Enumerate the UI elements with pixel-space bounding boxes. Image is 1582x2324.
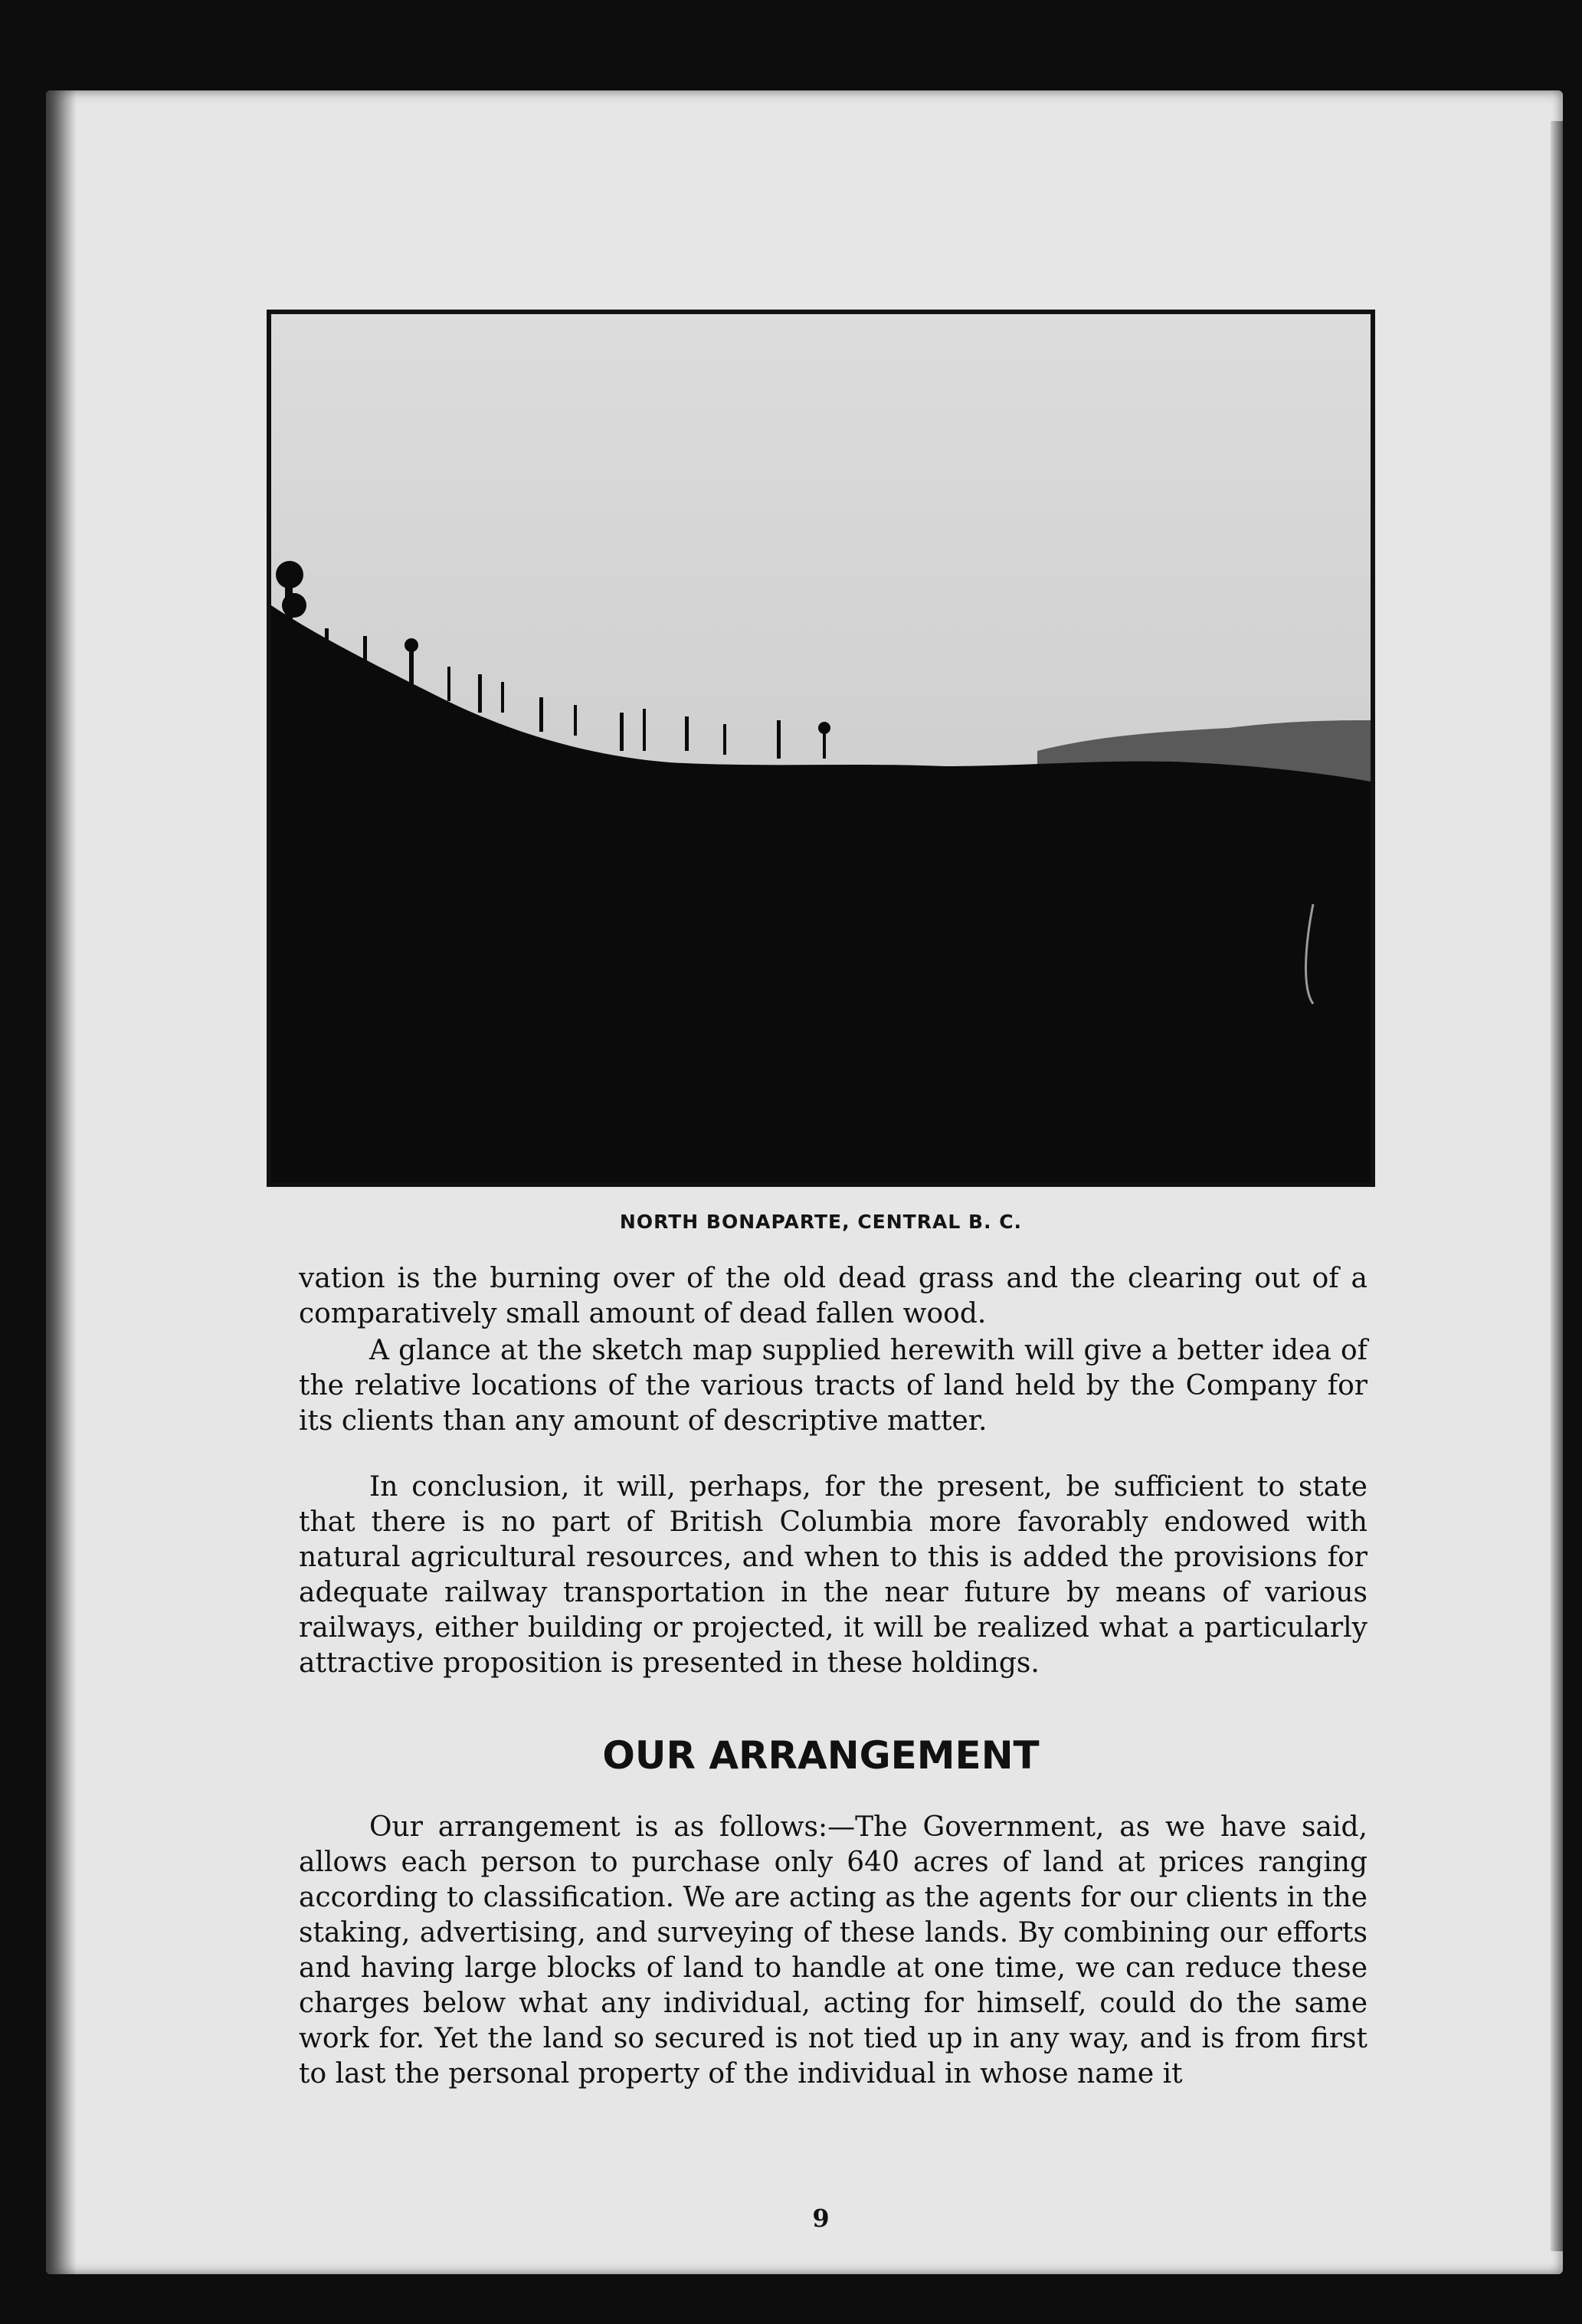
- landscape-photo: [267, 310, 1375, 1187]
- section-heading: OUR ARRANGEMENT: [602, 1733, 1040, 1778]
- paragraph-continuation: vation is the burning over of the old dead grass and the clearing out of a comparatively small amount of dead fallen wood.: [299, 1263, 1367, 1329]
- paragraph-sketch-map: A glance at the sketch map supplied herewith will give a better idea of the relative locations of the various tracts of land held by the Company for its clients than any amount of descriptive matter.: [299, 1335, 1367, 1437]
- photo-caption: NORTH BONAPARTE, CENTRAL B. C.: [619, 1211, 1023, 1233]
- scanned-page: [46, 90, 1563, 2274]
- binding-shadow: [46, 90, 77, 2274]
- paragraph-arrangement: Our arrangement is as follows:—The Government, as we have said, allows each person to purchase only 640 acres of land at prices ranging according to classification. We are acting as the agents for our clients in the staking, advertising, and surveying of these lands. By combining our efforts and having large blocks of land to handle at one time, we can reduce these charges below what any individual, acting for himself, could do the same work for. Yet the land so secured is not tied up in any way, and is from first to last the personal property of the individual in whose name it: [299, 1811, 1367, 2090]
- page-edge: [1551, 121, 1563, 2251]
- hillside-silhouette-image: [271, 314, 1371, 1182]
- paragraph-conclusion: In conclusion, it will, perhaps, for the present, be sufficient to state that there is no part of British Columbia more favorably endowed with natural agricultural resources, and when to this is added the provisions for adequate railway transportation in the near future by means of various railways, either building or projected, it will be realized what a particularly attractive proposition is presented in these holdings.: [299, 1471, 1367, 1679]
- page-number: 9: [812, 2204, 830, 2233]
